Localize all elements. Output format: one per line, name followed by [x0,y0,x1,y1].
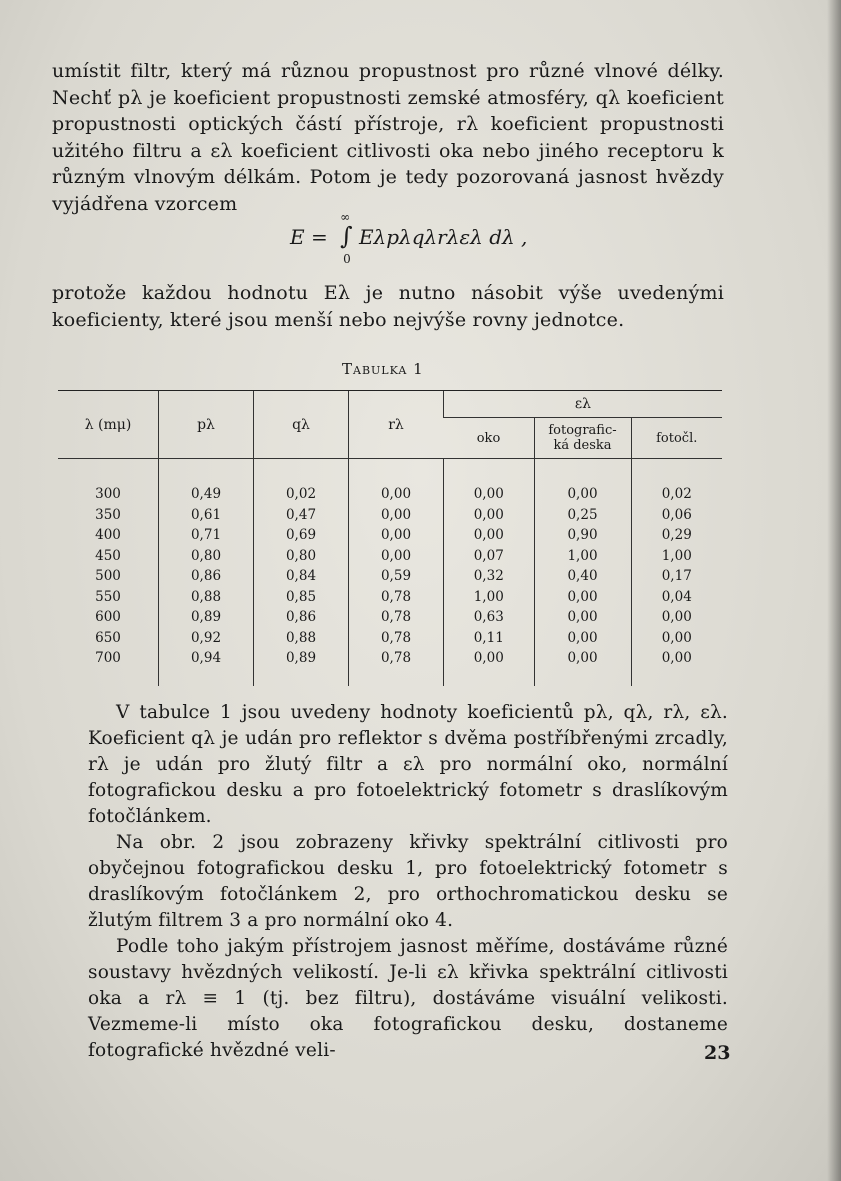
table-cell: 0,04 [631,586,722,607]
table-cell: 0,06 [631,504,722,525]
paragraph-magnitudes: Podle toho jakým přístrojem jasnost měříme, dostáváme různé soustavy hvězdných velikostí. Je-li ελ křivka spektrální citlivosti oka a rλ ≡ 1 (tj. bez filtru), dostáváme visuální velikosti. Vezmeme-li místo oka fotografickou desku, dostaneme fotografické hvězdné veli- [88,936,728,1061]
table-cell: 0,69 [254,524,349,545]
paragraph-figure-desc: Na obr. 2 jsou zobrazeny křivky spektrální citlivosti pro obyčejnou fotografickou desku 1, pro fotoelektrický fotometr s draslíkovým fotočlánkem 2, pro orthochromatickou desku se žlutým filtrem 3 a pro normální oko 4. [88,832,728,931]
equation [290,210,528,266]
table-cell: 300 [95,486,121,502]
table-cell: 0,00 [444,524,535,545]
table-cell: 0,78 [349,627,444,648]
coefficient-table [58,390,722,686]
table-cell: 0,25 [534,504,631,525]
table-row [58,504,722,525]
table-cell: 0,49 [159,483,254,504]
table-cell: 0,40 [534,565,631,586]
table-row [58,647,722,686]
table-cell: 0,00 [631,647,722,686]
table-cell: 0,88 [254,627,349,648]
header-r: rλ [349,391,444,459]
table-body [58,459,722,686]
header-lambda: λ (mμ) [58,391,159,459]
table-cell: 0,00 [534,586,631,607]
table-row [58,545,722,566]
table-cell: 0,90 [534,524,631,545]
table-cell: 1,00 [444,586,535,607]
table-cell: 0,11 [444,627,535,648]
table-cell: 0,00 [349,545,444,566]
header-epsilon: ελ [444,391,723,418]
table-row [58,483,722,504]
table-cell: 0,17 [631,565,722,586]
integral-lower-limit: 0 [343,252,351,266]
table-cell: 0,02 [254,483,349,504]
table-cell: 0,00 [349,504,444,525]
table-cell: 0,89 [159,606,254,627]
table-cell: 0,86 [254,606,349,627]
table-row [58,524,722,545]
body-text [88,700,731,1064]
table-cell: 0,80 [159,545,254,566]
table-cell: 0,00 [349,524,444,545]
table-row [58,627,722,648]
equation-integrand: Eλpλqλrλελ dλ , [358,225,528,249]
table-cell: 0,61 [159,504,254,525]
table-cell: 0,84 [254,565,349,586]
table-cell: 0,29 [631,524,722,545]
table-cell: 0,00 [534,606,631,627]
page-number: 23 [704,1042,731,1064]
equation-lhs: E = [290,225,328,249]
table-cell: 0,47 [254,504,349,525]
table-cell: 0,63 [444,606,535,627]
paragraph-coefficients: protože každou hodnotu Eλ je nutno násobit výše uvedenými koeficienty, které jsou menší nebo nejvýše rovny jednotce. [52,282,724,331]
table-cell: 450 [95,547,121,564]
table-cell: 0,00 [444,647,535,686]
table-row [58,606,722,627]
table-cell: 0,32 [444,565,535,586]
table-cell: 0,86 [159,565,254,586]
paragraph-intro: umístit filtr, který má různou propustnost pro různé vlnové délky. Nechť pλ je koeficient propustnosti zemské atmosféry, qλ koeficient propustnosti optických částí přístroje, rλ koeficient propustnosti užitého filtru a ελ koeficient citlivosti oka nebo jiného receptoru k různým vlnovým délkám. Potom je tedy pozorovaná jasnost hvězdy vyjádřena vzorcem [52,60,724,215]
table-cell: 0,00 [534,483,631,504]
table-cell: 0,02 [631,483,722,504]
header-q: qλ [254,391,349,459]
integral-sign: ∫ ∞ 0 [340,210,353,266]
book-spine-shadow [827,0,841,1181]
paragraph-table-desc: V tabulce 1 jsou uvedeny hodnoty koeficientů pλ, qλ, rλ, ελ. Koeficient qλ je udán pro reflektor s dvěma postříbřenými zrcadly, rλ je udán pro žlutý filtr a ελ pro normální oko, normální fotografickou desku a pro fotoelektrický fotometr s draslíkovým fotočlánkem. [88,702,728,827]
table-row [58,565,722,586]
table-cell: 0,78 [349,586,444,607]
table-cell: 0,78 [349,606,444,627]
table-cell: 400 [95,527,121,543]
table-cell: 0,00 [534,647,631,686]
table-cell: 500 [95,568,121,584]
header-foto-deska: fotografic- ká deska [534,418,631,459]
table-cell: 0,85 [254,586,349,607]
table-cell: 700 [95,650,121,666]
integral-upper-limit: ∞ [340,210,351,224]
header-fotocl: fotočl. [631,418,722,459]
table-title: Tabulka 1 [342,360,424,378]
table-cell: 0,88 [159,586,254,607]
table-cell: 1,00 [631,545,722,566]
table-cell: 0,59 [349,565,444,586]
table-cell: 0,71 [159,524,254,545]
table-cell: 0,00 [631,627,722,648]
table-cell: 0,00 [631,606,722,627]
table-cell: 0,00 [534,627,631,648]
table-cell: 0,80 [254,545,349,566]
table-cell: 1,00 [534,545,631,566]
table-cell: 600 [95,609,121,625]
table-cell: 350 [95,506,121,523]
table-cell: 0,07 [444,545,535,566]
table-cell: 0,00 [444,483,535,504]
table-cell: 0,89 [254,647,349,686]
table-cell: 550 [95,588,121,605]
table-cell: 0,00 [349,483,444,504]
table-cell: 0,78 [349,647,444,686]
table-cell: 650 [95,629,121,646]
table-row [58,586,722,607]
table-cell: 0,92 [159,627,254,648]
table-cell: 0,00 [444,504,535,525]
header-oko: oko [444,418,535,459]
table-cell: 0,94 [159,647,254,686]
header-p: pλ [159,391,254,459]
